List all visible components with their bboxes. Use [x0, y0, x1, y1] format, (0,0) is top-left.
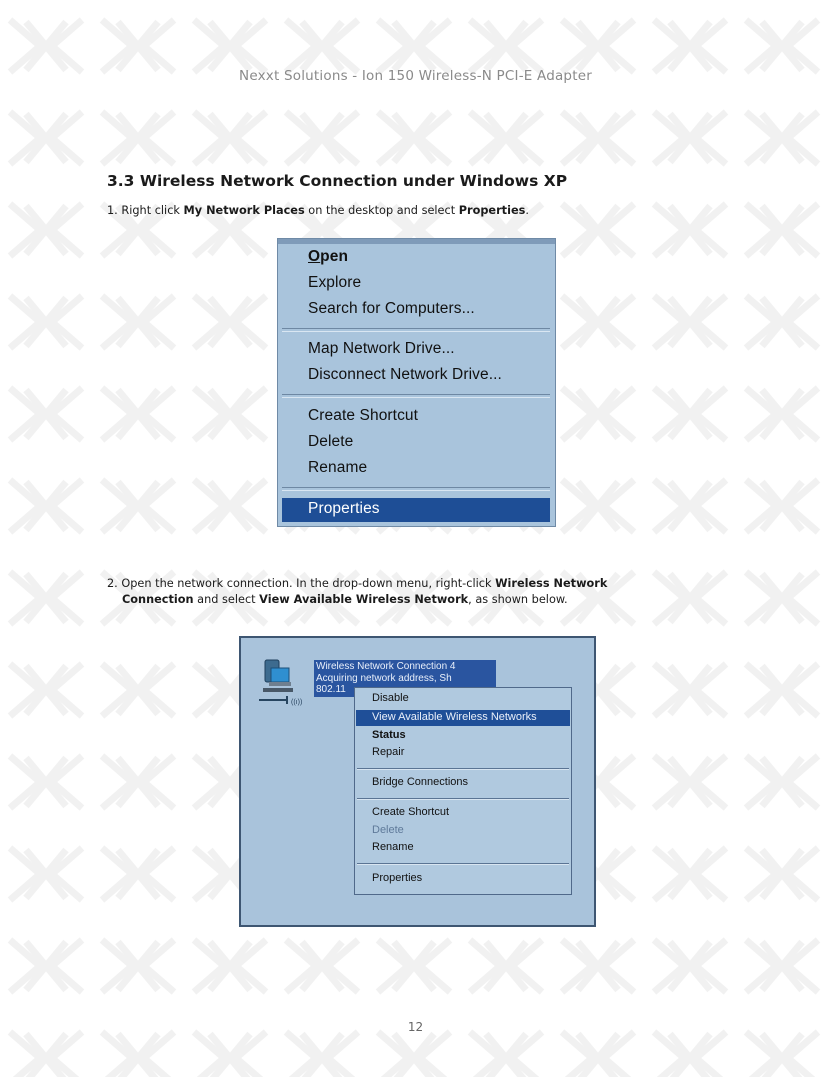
menu-item-open-rest: pen — [320, 248, 349, 265]
menu-item-rename[interactable]: Rename — [372, 841, 414, 853]
connection-status: Acquiring network address, Sh — [316, 672, 452, 684]
menu-item-view-networks-highlight[interactable] — [356, 710, 570, 726]
network-connection-screenshot — [239, 636, 596, 927]
menu-item-disable[interactable]: Disable — [372, 692, 409, 704]
menu-separator — [282, 394, 550, 398]
menu-separator — [357, 863, 569, 865]
step-2-suffix: , as shown below. — [468, 593, 568, 606]
connection-name: Wireless Network Connection 4 — [316, 661, 456, 672]
menu-item-bridge[interactable]: Bridge Connections — [372, 776, 469, 788]
page-number: 12 — [407, 1020, 424, 1034]
step-1-bold-places: My Network Places — [183, 204, 305, 217]
menu-separator — [282, 487, 550, 491]
step-1-text — [107, 203, 529, 219]
menu-separator — [357, 798, 569, 800]
step-2-bold-view: View Available Wireless Network — [259, 593, 469, 606]
menu-item-delete[interactable]: Delete — [308, 433, 354, 450]
menu-item-status[interactable]: Status — [372, 729, 406, 741]
connection-type: 802.11 — [316, 684, 346, 695]
menu-item-repair[interactable]: Repair — [372, 746, 405, 758]
step-2-prefix: 2. Open the network connection. In the drop-down menu, right-click — [107, 577, 496, 590]
menu-item-view-networks[interactable]: View Available Wireless Networks — [372, 711, 537, 723]
step-2-middle: and select — [193, 593, 260, 606]
step-1-suffix: . — [525, 204, 529, 217]
menu-separator — [282, 328, 550, 332]
menu-top-strip — [278, 239, 555, 244]
menu-separator — [357, 768, 569, 770]
network-computer-icon[interactable] — [257, 656, 317, 708]
svg-text:((ı)): ((ı)) — [291, 699, 303, 706]
menu-item-rename[interactable]: Rename — [308, 459, 368, 476]
menu-item-properties[interactable]: Properties — [372, 872, 423, 884]
menu-item-search[interactable]: Search for Computers... — [308, 300, 475, 317]
menu-item-explore[interactable]: Explore — [308, 274, 362, 291]
menu-item-delete: Delete — [372, 824, 404, 836]
step-1-prefix: 1. Right click — [107, 204, 184, 217]
menu-item-create-shortcut[interactable]: Create Shortcut — [372, 806, 450, 818]
connection-context-menu — [354, 687, 572, 895]
menu-item-open[interactable]: Open — [308, 248, 349, 265]
section-title: 3.3 Wireless Network Connection under Windows XP — [107, 172, 568, 190]
step-2-bold-wireless: Wireless Network — [495, 577, 608, 590]
step-2-bold-connection: Connection — [122, 593, 194, 606]
menu-item-disconnect-drive[interactable]: Disconnect Network Drive... — [308, 366, 502, 383]
step-1-bold-properties: Properties — [458, 204, 526, 217]
step-1-middle: on the desktop and select — [304, 204, 459, 217]
page-header: Nexxt Solutions - Ion 150 Wireless-N PCI-E Adapter — [239, 68, 592, 84]
step-2-text — [107, 576, 727, 608]
menu-item-properties-highlight[interactable] — [282, 498, 550, 522]
context-menu-screenshot — [277, 238, 556, 527]
menu-item-map-drive[interactable]: Map Network Drive... — [308, 340, 455, 357]
menu-item-create-shortcut[interactable]: Create Shortcut — [308, 407, 419, 424]
menu-item-properties[interactable]: Properties — [308, 500, 380, 517]
